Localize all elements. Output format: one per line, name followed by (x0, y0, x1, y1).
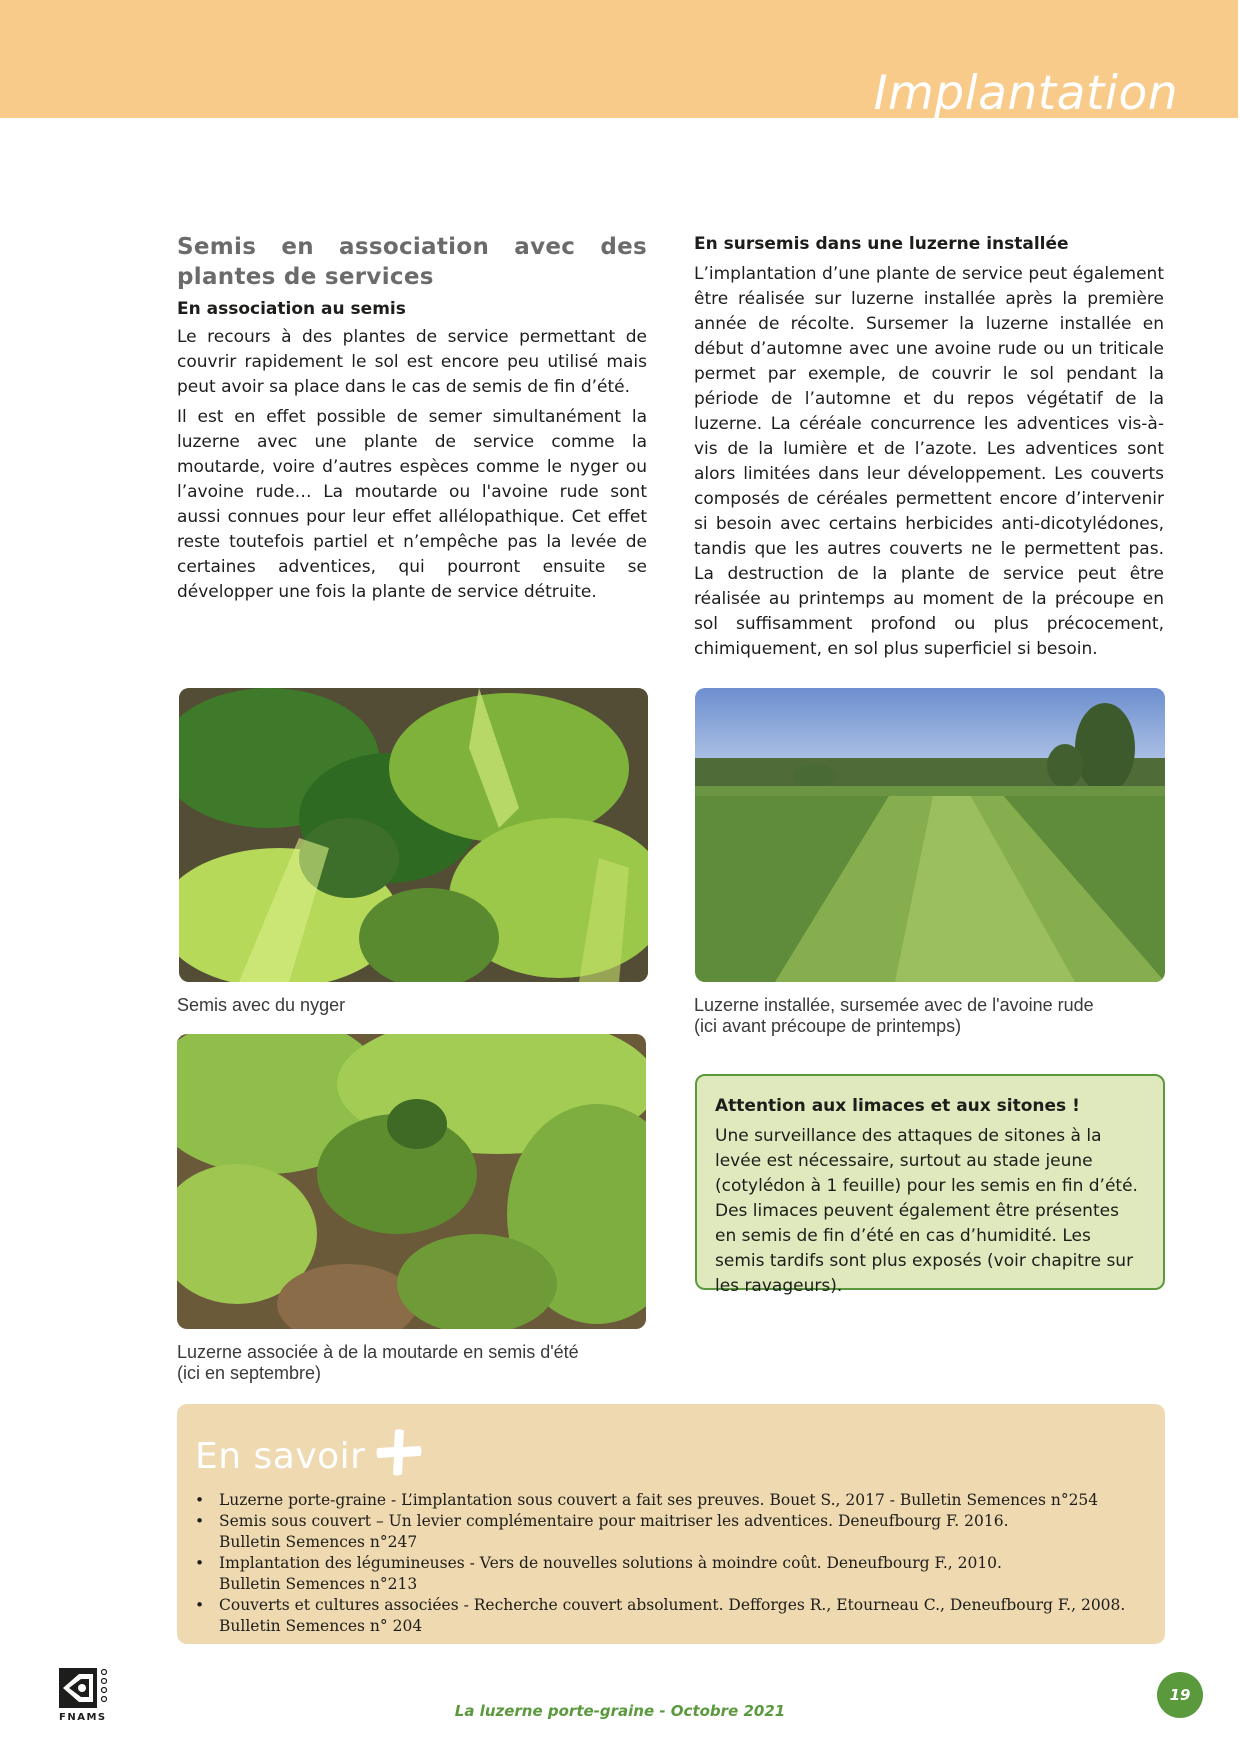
paragraph: L’implantation d’une plante de service peut également être réalisée sur luzerne installée après la première année de récolte. Sursemer la luzerne installée en début d’automne avec une avoine rude ou un triticale permet par exemple, de couvrir le sol pendant la période de l’automne et du repos végétatif de la luzerne. La céréale concurrence les adventices vis-à-vis de la lumière et de l’azote. Les adventices sont alors limitées dans leur développement. Les couverts composés de céréales permettent encore d’intervenir si besoin avec certains herbicides anti-dicotylédones, tandis que les autres couverts ne le permettent pas. La destruction de la plante de service peut être réalisée au printemps au moment de la précoupe en sol suffisamment profond ou plus précocement, chimiquement, en sol plus superficiel si besoin. (694, 264, 1164, 659)
reference-item (195, 1553, 1145, 1595)
reference-text: Implantation des légumineuses - Vers de nouvelles solutions à moindre coût. Deneufbourg F., 2010. (219, 1554, 1002, 1572)
en-savoir-title-text: En savoir (195, 1436, 366, 1477)
caption-luzerne (694, 995, 1174, 1037)
caption-line: (ici en septembre) (177, 1363, 322, 1383)
page-title: Implantation (873, 66, 1178, 121)
reference-list (195, 1490, 1145, 1637)
paragraph: Il est en effet possible de semer simultanément la luzerne avec une plante de service comme la moutarde, voire d’autres espèces comme le nyger ou l’avoine rude… La moutarde ou l'avoine rude sont aussi connues pour leur effet allélopathique. Cet effet reste toutefois partiel et n’empêche pas la levée de certaines adventices, qui pourront ensuite se développer une fois la plante de service détruite. (177, 407, 647, 602)
en-savoir-plus-box (177, 1404, 1165, 1644)
reference-source: Bulletin Semences n°247 (219, 1533, 418, 1551)
photo-moutarde (177, 1034, 646, 1329)
reference-item (195, 1490, 1145, 1511)
reference-text: Luzerne porte-graine - L’implantation sous couvert a fait ses preuves. Bouet S., 2017 - Bulletin Semences n°254 (219, 1491, 1099, 1509)
reference-item (195, 1595, 1145, 1637)
section-title: Semis en association avec des plantes de services (177, 234, 647, 290)
caption-line: Luzerne associée à de la moutarde en semis d'été (177, 1342, 579, 1362)
reference-text: Semis sous couvert – Un levier complémentaire pour maitriser les adventices. Deneufbourg F. 2016. (219, 1512, 1009, 1530)
subsection-title-sursemis: En sursemis dans une luzerne installée (694, 234, 1069, 254)
reference-text: Couverts et cultures associées - Recherche couvert absolument. Defforges R., Etourneau C., Deneufbourg F., 2008. (219, 1596, 1126, 1614)
subsection-title-association: En association au semis (177, 299, 406, 319)
caption-line: Luzerne installée, sursemée avec de l'avoine rude (694, 995, 1094, 1015)
reference-item (195, 1511, 1145, 1553)
publication-footer: La luzerne porte-graine - Octobre 2021 (454, 1702, 786, 1720)
logo-text: FNAMS (59, 1712, 107, 1723)
caption-nyger: Semis avec du nyger (177, 995, 346, 1015)
photo-luzerne-field (695, 688, 1165, 982)
alert-text: Une surveillance des attaques de sitones à la levée est nécessaire, surtout au stade jeune (cotylédon à 1 feuille) pour les semis en fin d’été. Des limaces peuvent également être présentes en semis de fin d’été en cas d’humidité. Les semis tardifs sont plus exposés (voir chapitre sur les ravageurs). (715, 1126, 1138, 1296)
caption-moutarde (177, 1342, 657, 1384)
reference-source: Bulletin Semences n°213 (219, 1575, 418, 1593)
plus-icon (373, 1426, 425, 1483)
en-savoir-plus-title (195, 1430, 425, 1483)
alert-title: Attention aux limaces et aux sitones ! (715, 1096, 1080, 1116)
page-number: 19 (1157, 1672, 1203, 1718)
photo-nyger (179, 688, 648, 982)
right-column (694, 232, 1164, 662)
reference-source: Bulletin Semences n° 204 (219, 1617, 423, 1635)
caption-line: (ici avant précoupe de printemps) (694, 1016, 962, 1036)
paragraph: Le recours à des plantes de service permettant de couvrir rapidement le sol est encore peu utilisé mais peut avoir sa place dans le cas de semis de fin d’été. (177, 327, 647, 397)
alert-box (695, 1074, 1165, 1296)
left-column (177, 232, 647, 605)
